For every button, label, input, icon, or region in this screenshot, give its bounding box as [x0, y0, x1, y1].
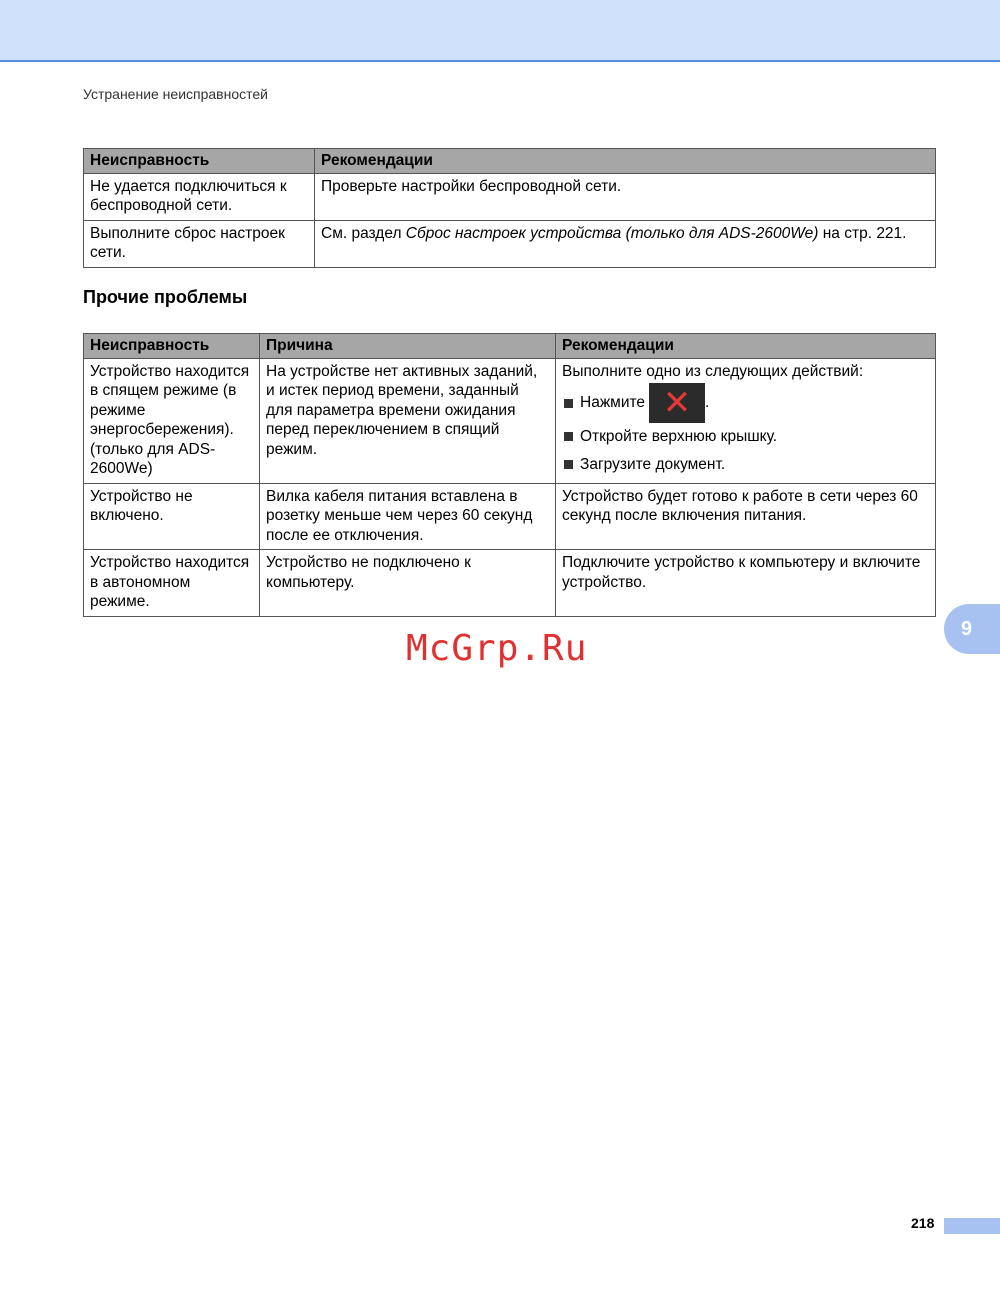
list-item — [562, 455, 929, 475]
advice-cell: Подключите устройство к компьютеру и включите устройство. — [556, 550, 936, 617]
problem-cell: Устройство не включено. — [84, 483, 260, 550]
top-banner — [0, 0, 1000, 62]
table-row — [84, 358, 936, 483]
table-header-row — [84, 149, 936, 174]
problem-cell: Не удается подключиться к беспроводной сети. — [84, 173, 315, 220]
cause-cell: Устройство не подключено к компьютеру. — [260, 550, 556, 617]
section-title: Прочие проблемы — [83, 287, 248, 307]
column-header: Рекомендации — [315, 149, 936, 174]
page-number: 218 — [911, 1215, 935, 1231]
cross-reference-link[interactable]: Сброс настроек устройства (только для ADS-2600We) — [405, 224, 819, 242]
bullet-icon — [564, 432, 573, 441]
problem-cell: Устройство находится в автономном режиме. — [84, 550, 260, 617]
advice-intro: Выполните одно из следующих действий: — [562, 362, 864, 380]
chapter-tab: 9 — [944, 604, 1000, 654]
bullet-icon — [564, 399, 573, 408]
list-item-text: Откройте верхнюю крышку. — [580, 428, 778, 445]
table-row — [84, 550, 936, 617]
cause-cell: Вилка кабеля питания вставлена в розетку меньше чем через 60 секунд после ее отключения. — [260, 483, 556, 550]
page-tab — [944, 1218, 1000, 1234]
running-title: Устранение неисправностей — [83, 86, 268, 102]
advice-cell — [556, 358, 936, 483]
problem-cell: Выполните сброс настроек сети. — [84, 220, 315, 267]
x-icon: ✕ — [649, 383, 705, 423]
network-troubleshooting-table — [83, 148, 936, 268]
advice-cell: Проверьте настройки беспроводной сети. — [315, 173, 936, 220]
problem-cell: Устройство находится в спящем режиме (в режиме энергосбережения). (только для ADS-2600We) — [84, 358, 260, 483]
list-item-text: Нажмите — [580, 394, 646, 412]
advice-suffix: на стр. 221. — [818, 224, 907, 242]
advice-prefix: См. раздел — [321, 224, 406, 242]
column-header: Неисправность — [84, 149, 315, 174]
advice-cell — [315, 220, 936, 267]
column-header: Неисправность — [84, 334, 260, 359]
column-header: Рекомендации — [556, 334, 936, 359]
table-row — [84, 483, 936, 550]
other-problems-table — [83, 333, 936, 617]
list-item-suffix: . — [705, 394, 710, 412]
column-header: Причина — [260, 334, 556, 359]
table-header-row — [84, 334, 936, 359]
table-row — [84, 220, 936, 267]
list-item — [562, 427, 929, 447]
watermark: McGrp.Ru — [406, 628, 588, 669]
bullet-icon — [564, 460, 573, 469]
list-item — [562, 383, 929, 423]
list-item-text: Загрузите документ. — [580, 455, 726, 473]
table-row — [84, 173, 936, 220]
advice-cell: Устройство будет готово к работе в сети через 60 секунд после включения питания. — [556, 483, 936, 550]
cause-cell: На устройстве нет активных заданий, и истек период времени, заданный для параметра времени ожидания перед переключением в спящий режим. — [260, 358, 556, 483]
